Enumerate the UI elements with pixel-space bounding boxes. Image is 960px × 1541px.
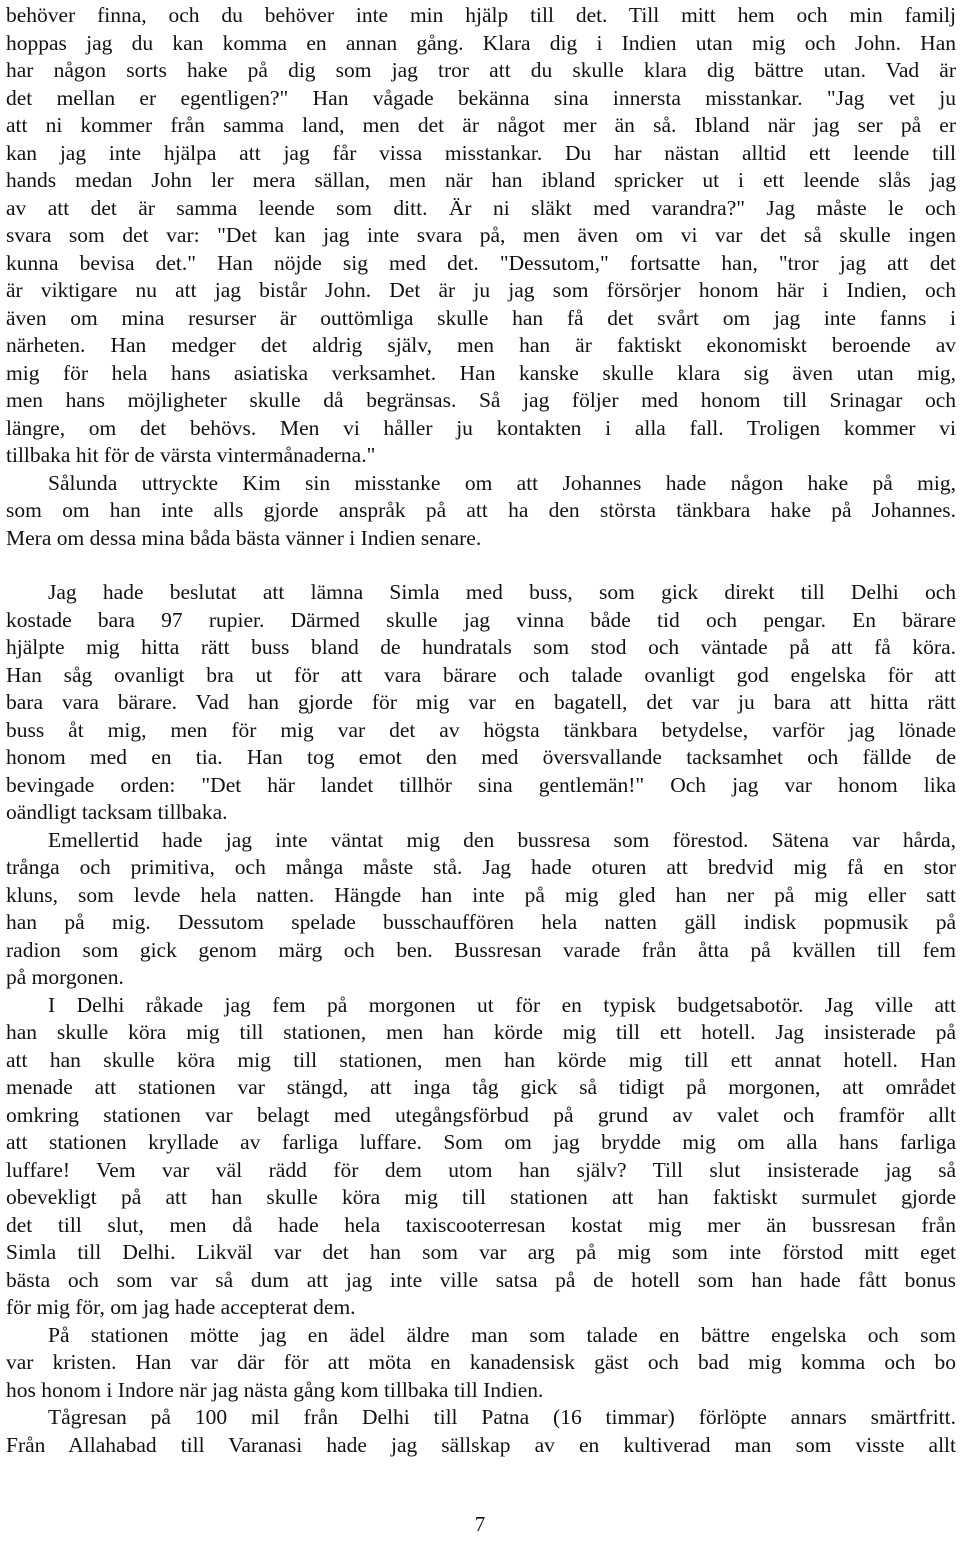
text-line: för mig för, om jag hade accepterat dem. — [6, 1295, 356, 1319]
text-line: närheten. Han medger det aldrig själv, men han är faktiskt ekonomiskt beroende av — [6, 333, 956, 357]
text-line: trånga och primitiva, och många måste stå. Jag hade oturen att bredvid mig få en stor — [6, 855, 956, 879]
text-line: kluns, som levde hela natten. Hängde han inte på mig gled han ner på mig eller satt — [6, 882, 956, 907]
page-number: 7 — [474, 1512, 486, 1536]
text-line: han på mig. Dessutom spelade busschauffören hela natten gäll indisk popmusik på — [6, 910, 956, 934]
text-line: obevekligt på att han skulle köra mig till stationen att han faktiskt surmulet gjorde — [6, 1185, 956, 1209]
text-line: bara vara bärare. Vad han gjorde för mig var en bagatell, det var ju bara att hitta rätt — [6, 690, 956, 714]
text-line: det mellan er egentligen?" Han vågade bekänna sina innersta misstankar. "Jag vet ju — [6, 85, 956, 110]
text-line: bevingade orden: "Det här landet tillhör sina gentlemän!" Och jag var honom lika — [6, 772, 956, 797]
text-line: luffare! Vem var väl rädd för dem utom han själv? Till slut insisterade jag så — [6, 1157, 956, 1182]
text-line: han skulle köra mig till stationen, men han körde mig till ett hotell. Jag insisterade på — [6, 1020, 956, 1044]
text-line: Från Allahabad till Varanasi hade jag sällskap av en kultiverad man som visste allt — [6, 1432, 956, 1457]
text-line: Sålunda uttryckte Kim sin misstanke om att Johannes hade någon hake på mig, — [48, 470, 956, 495]
text-line: I Delhi råkade jag fem på morgonen ut för en typisk budgetsabotör. Jag ville att — [48, 992, 956, 1017]
text-line: Emellertid hade jag inte väntat mig den bussresa som förestod. Sätena var hårda, — [48, 827, 956, 852]
text-line: Jag hade beslutat att lämna Simla med buss, som gick direkt till Delhi och — [48, 580, 956, 604]
text-line: kostade bara 97 rupier. Därmed skulle jag vinna både tid och pengar. En bärare — [6, 607, 956, 632]
text-line: hands medan John ler mera sällan, men när han ibland spricker ut i ett leende slås jag — [6, 168, 956, 192]
text-line: radion som gick genom märg och ben. Bussresan varade från åtta på kvällen till fem — [6, 937, 956, 962]
text-line: Han såg ovanligt bra ut för att vara bärare och talade ovanligt god engelska för att — [6, 662, 956, 687]
text-line: På stationen mötte jag en ädel äldre man som talade en bättre engelska och som — [48, 1322, 956, 1347]
text-line: oändligt tacksam tillbaka. — [6, 800, 228, 824]
text-line: buss åt mig, men för mig var det av högsta tänkbara betydelse, varför jag lönade — [6, 717, 956, 742]
text-line: Simla till Delhi. Likväl var det han som var arg på mig som inte förstod mitt eget — [6, 1240, 956, 1264]
text-line: längre, om det behövs. Men vi håller ju kontakten i alla fall. Troligen kommer vi — [6, 415, 956, 440]
text-line: är viktigare nu att jag bistår John. Det är ju jag som försörjer honom här i Indien, och — [6, 278, 956, 302]
text-line: var kristen. Han var där för att möta en kanadensisk gäst och bad mig komma och bo — [6, 1350, 956, 1374]
text-line: hos honom i Indore när jag nästa gång kom tillbaka till Indien. — [6, 1377, 544, 1402]
text-line: svara som det var: "Det kan jag inte svara på, men även om vi var det så skulle ingen — [6, 223, 956, 247]
document-text — [6, 2, 956, 1459]
text-line: mig för hela hans asiatiska verksamhet. Han kanske skulle klara sig även utan mig, — [6, 360, 956, 385]
text-line: honom med en tia. Han tog emot den med översvallande tacksamhet och fällde de — [6, 745, 956, 769]
text-line: av att det är samma leende som ditt. Är ni släkt med varandra?" Jag måste le och — [6, 195, 956, 220]
text-line: bästa och som var så dum att jag inte ville satsa på de hotell som han hade fått bonus — [6, 1267, 956, 1292]
text-line: behöver finna, och du behöver inte min hjälp till det. Till mitt hem och min familj — [6, 3, 956, 27]
text-line: Mera om dessa mina båda bästa vänner i Indien senare. — [6, 525, 482, 550]
text-line: men hans möjligheter skulle då begränsas. Så jag följer med honom till Srinagar och — [6, 388, 956, 412]
text-line: på morgonen. — [6, 965, 124, 989]
paragraph-gap — [6, 552, 956, 579]
text-line: kunna bevisa det." Han nöjde sig med det. "Dessutom," fortsatte han, "tror jag att det — [6, 250, 956, 275]
text-line: hoppas jag du kan komma en annan gång. Klara dig i Indien utan mig och John. Han — [6, 30, 956, 55]
text-line: hjälpte mig hitta rätt buss bland de hundratals som stod och väntade på att få köra. — [6, 635, 956, 659]
text-line: Tågresan på 100 mil från Delhi till Patna (16 timmar) förlöpte annars smärtfritt. — [48, 1405, 956, 1429]
text-line: menade att stationen var stängd, att inga tåg gick så tidigt på morgonen, att området — [6, 1075, 956, 1099]
text-line: kan jag inte hjälpa att jag får vissa misstankar. Du har nästan alltid ett leende till — [6, 140, 956, 165]
text-line: som om han inte alls gjorde anspråk på att ha den största tänkbara hake på Johannes. — [6, 498, 956, 522]
text-line: tillbaka hit för de värsta vintermånaderna." — [6, 443, 376, 467]
text-line: att ni kommer från samma land, men det är något mer än så. Ibland när jag ser på er — [6, 113, 956, 137]
document-page — [6, 2, 956, 1459]
text-line: att han skulle köra mig till stationen, men han körde mig till ett annat hotell. Han — [6, 1047, 956, 1072]
text-line: att stationen kryllade av farliga luffare. Som om jag brydde mig om alla hans farliga — [6, 1130, 956, 1154]
text-line: även om mina resurser är outtömliga skulle han få det svårt om jag inte fanns i — [6, 305, 956, 330]
text-line: har någon sorts hake på dig som jag tror att du skulle klara dig bättre utan. Vad är — [6, 58, 956, 82]
text-line: det till slut, men då hade hela taxiscooterresan kostat mig mer än bussresan från — [6, 1212, 956, 1237]
text-line: omkring stationen var belagt med utegångsförbud på grund av valet och framför allt — [6, 1102, 956, 1127]
